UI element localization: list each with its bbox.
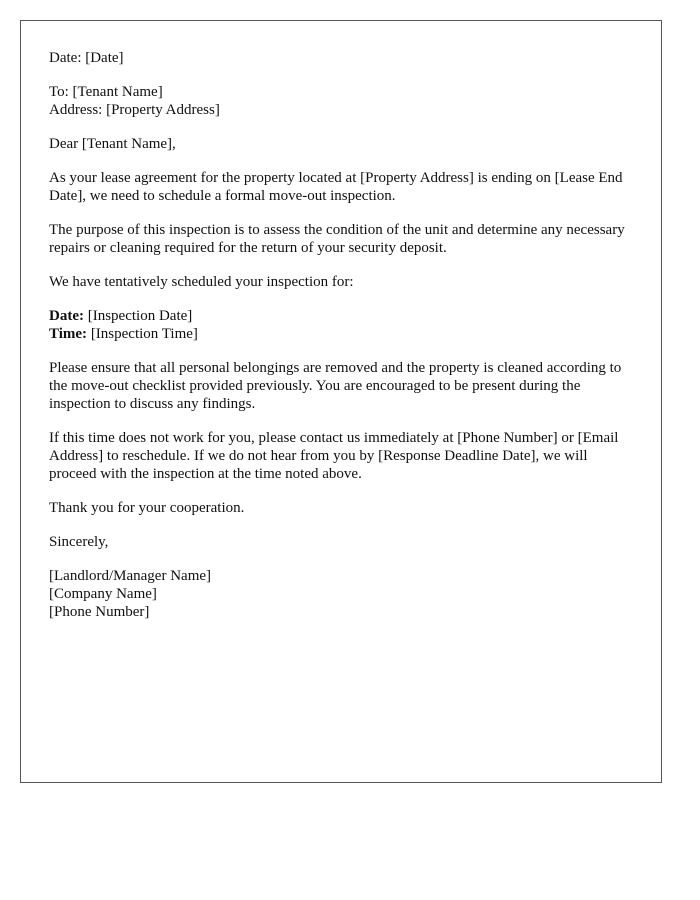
to-line: To: [Tenant Name]: [49, 84, 163, 100]
signature-name: [Landlord/Manager Name]: [49, 568, 212, 584]
schedule-block: [49, 307, 634, 343]
inspection-date: [Inspection Date]: [83, 308, 193, 324]
signature-company: [Company Name]: [49, 586, 157, 602]
signature-phone: [Phone Number]: [49, 604, 150, 620]
letter-page: [20, 20, 662, 783]
time-label: Time:: [49, 326, 88, 342]
belongings-paragraph: Please ensure that all personal belongings are removed and the property is cleaned according to the move-out checklist provided previously. You are encouraged to be present during the inspection to discuss any findings.: [49, 360, 622, 412]
date-line: Date: [Date]: [49, 50, 124, 66]
inspection-time: [Inspection Time]: [87, 326, 198, 342]
reschedule-paragraph: If this time does not work for you, please contact us immediately at [Phone Number] or [Email Address] to reschedule. If we do not hear from you by [Response Deadline Date], we will proceed with the inspection at the time noted above.: [49, 430, 619, 482]
purpose-paragraph: The purpose of this inspection is to assess the condition of the unit and determine any necessary repairs or cleaning required for the return of your security deposit.: [49, 222, 625, 256]
signature-block: [49, 567, 634, 621]
recipient-block: [49, 83, 634, 119]
intro-paragraph: As your lease agreement for the property located at [Property Address] is ending on [Lease End Date], we need to schedule a formal move-out inspection.: [49, 170, 623, 204]
salutation: Dear [Tenant Name],: [49, 136, 176, 152]
date-label: Date:: [49, 308, 84, 324]
address-line: Address: [Property Address]: [49, 102, 220, 118]
thanks-paragraph: Thank you for your cooperation.: [49, 500, 245, 516]
closing: Sincerely,: [49, 534, 109, 550]
schedule-intro: We have tentatively scheduled your inspection for:: [49, 274, 354, 290]
